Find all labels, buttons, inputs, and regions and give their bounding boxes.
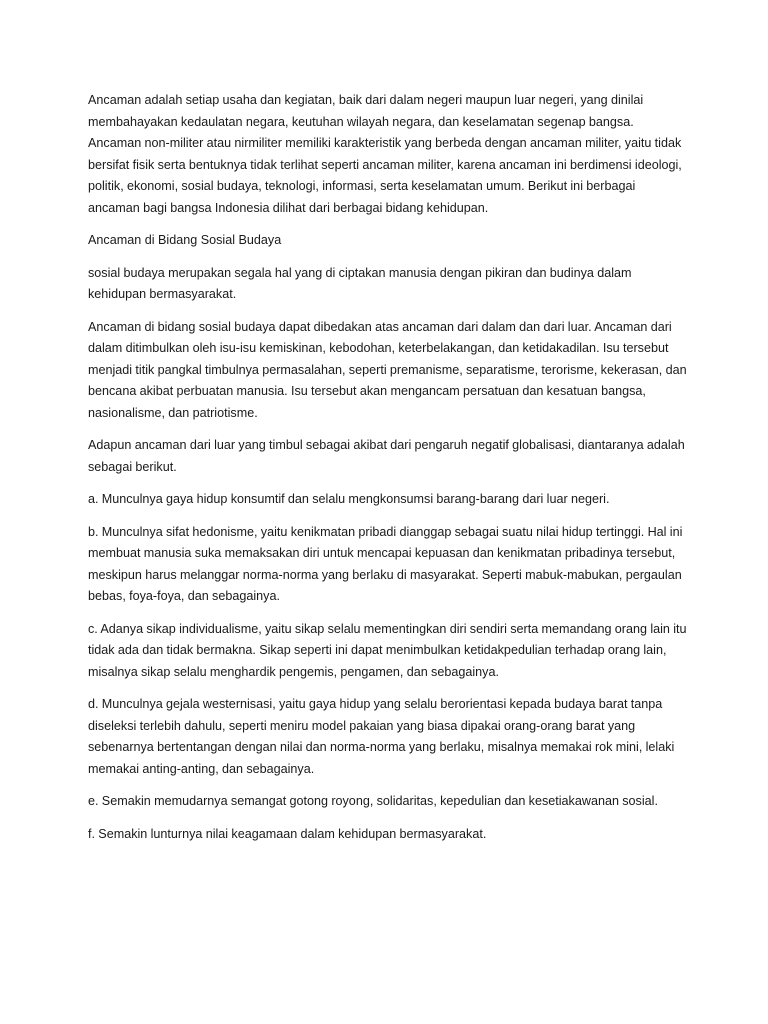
list-item: e. Semakin memudarnya semangat gotong royong, solidaritas, kepedulian dan kesetiakawanan sosial. — [88, 794, 658, 808]
inner-threats-paragraph: Ancaman di bidang sosial budaya dapat dibedakan atas ancaman dari dalam dan dari luar. Ancaman dari dalam ditimbulkan oleh isu-isu kemiskinan, kebodohan, keterbelakangan, dan ketidakadilan. Isu tersebut menjadi titik pangkal timbulnya permasalahan, seperti premanisme, separatisme, terorisme, kekerasan, dan bencana akibat perbuatan manusia. Isu tersebut akan mengancam persatuan dan kesatuan bangsa, nasionalisme, dan patriotisme. — [88, 319, 687, 420]
list-item: f. Semakin lunturnya nilai keagamaan dalam kehidupan bermasyarakat. — [88, 826, 487, 841]
list-item: c. Adanya sikap individualisme, yaitu sikap selalu mementingkan diri sendiri serta memandang orang lain itu tidak ada dan tidak bermakna. Sikap seperti ini dapat menimbulkan ketidakpedulian terhadap orang lain, misalnya sikap selalu menghardik pengemis, pengamen, dan sebagainya. — [88, 621, 687, 679]
section-heading: Ancaman di Bidang Sosial Budaya — [88, 233, 282, 247]
list-item: b. Munculnya sifat hedonisme, yaitu kenikmatan pribadi dianggap sebagai suatu nilai hidup tertinggi. Hal ini membuat manusia suka memaksakan diri untuk mencapai kepuasan dan kenikmatan pribadinya tersebut, meskipun harus melanggar norma-norma yang berlaku di masyarakat. Seperti mabuk-mabukan, pergaulan bebas, foya-foya, dan sebagainya. — [88, 524, 683, 603]
document-page — [88, 90, 688, 856]
list-item: d. Munculnya gejala westernisasi, yaitu gaya hidup yang selalu berorientasi kepada budaya barat tanpa diseleksi terlebih dahulu, seperti meniru model pakaian yang biasa dipakai orang-orang barat yang sebenarnya bertentangan dengan nilai dan norma-norma yang berlaku, misalnya memakai rok mini, lelaki memakai anting-anting, dan sebagainya. — [88, 697, 675, 776]
outer-threats-intro: Adapun ancaman dari luar yang timbul sebagai akibat dari pengaruh negatif globalisasi, diantaranya adalah sebagai berikut. — [88, 438, 685, 474]
intro-paragraph: Ancaman adalah setiap usaha dan kegiatan, baik dari dalam negeri maupun luar negeri, yang dinilai membahayakan kedaulatan negara, keutuhan wilayah negara, dan keselamatan segenap bangsa. Ancaman non-militer atau nirmiliter memiliki karakteristik yang berbeda dengan ancaman militer, yaitu tidak bersifat fisik serta bentuknya tidak terlihat seperti ancaman militer, karena ancaman ini berdimensi ideologi, politik, ekonomi, sosial budaya, teknologi, informasi, serta keselamatan umum. Berikut ini berbagai ancaman bagi bangsa Indonesia dilihat dari berbagai bidang kehidupan. — [88, 93, 682, 215]
list-item: a. Munculnya gaya hidup konsumtif dan selalu mengkonsumsi barang-barang dari luar negeri. — [88, 492, 610, 506]
definition-paragraph: sosial budaya merupakan segala hal yang di ciptakan manusia dengan pikiran dan budinya dalam kehidupan bermasyarakat. — [88, 265, 632, 301]
